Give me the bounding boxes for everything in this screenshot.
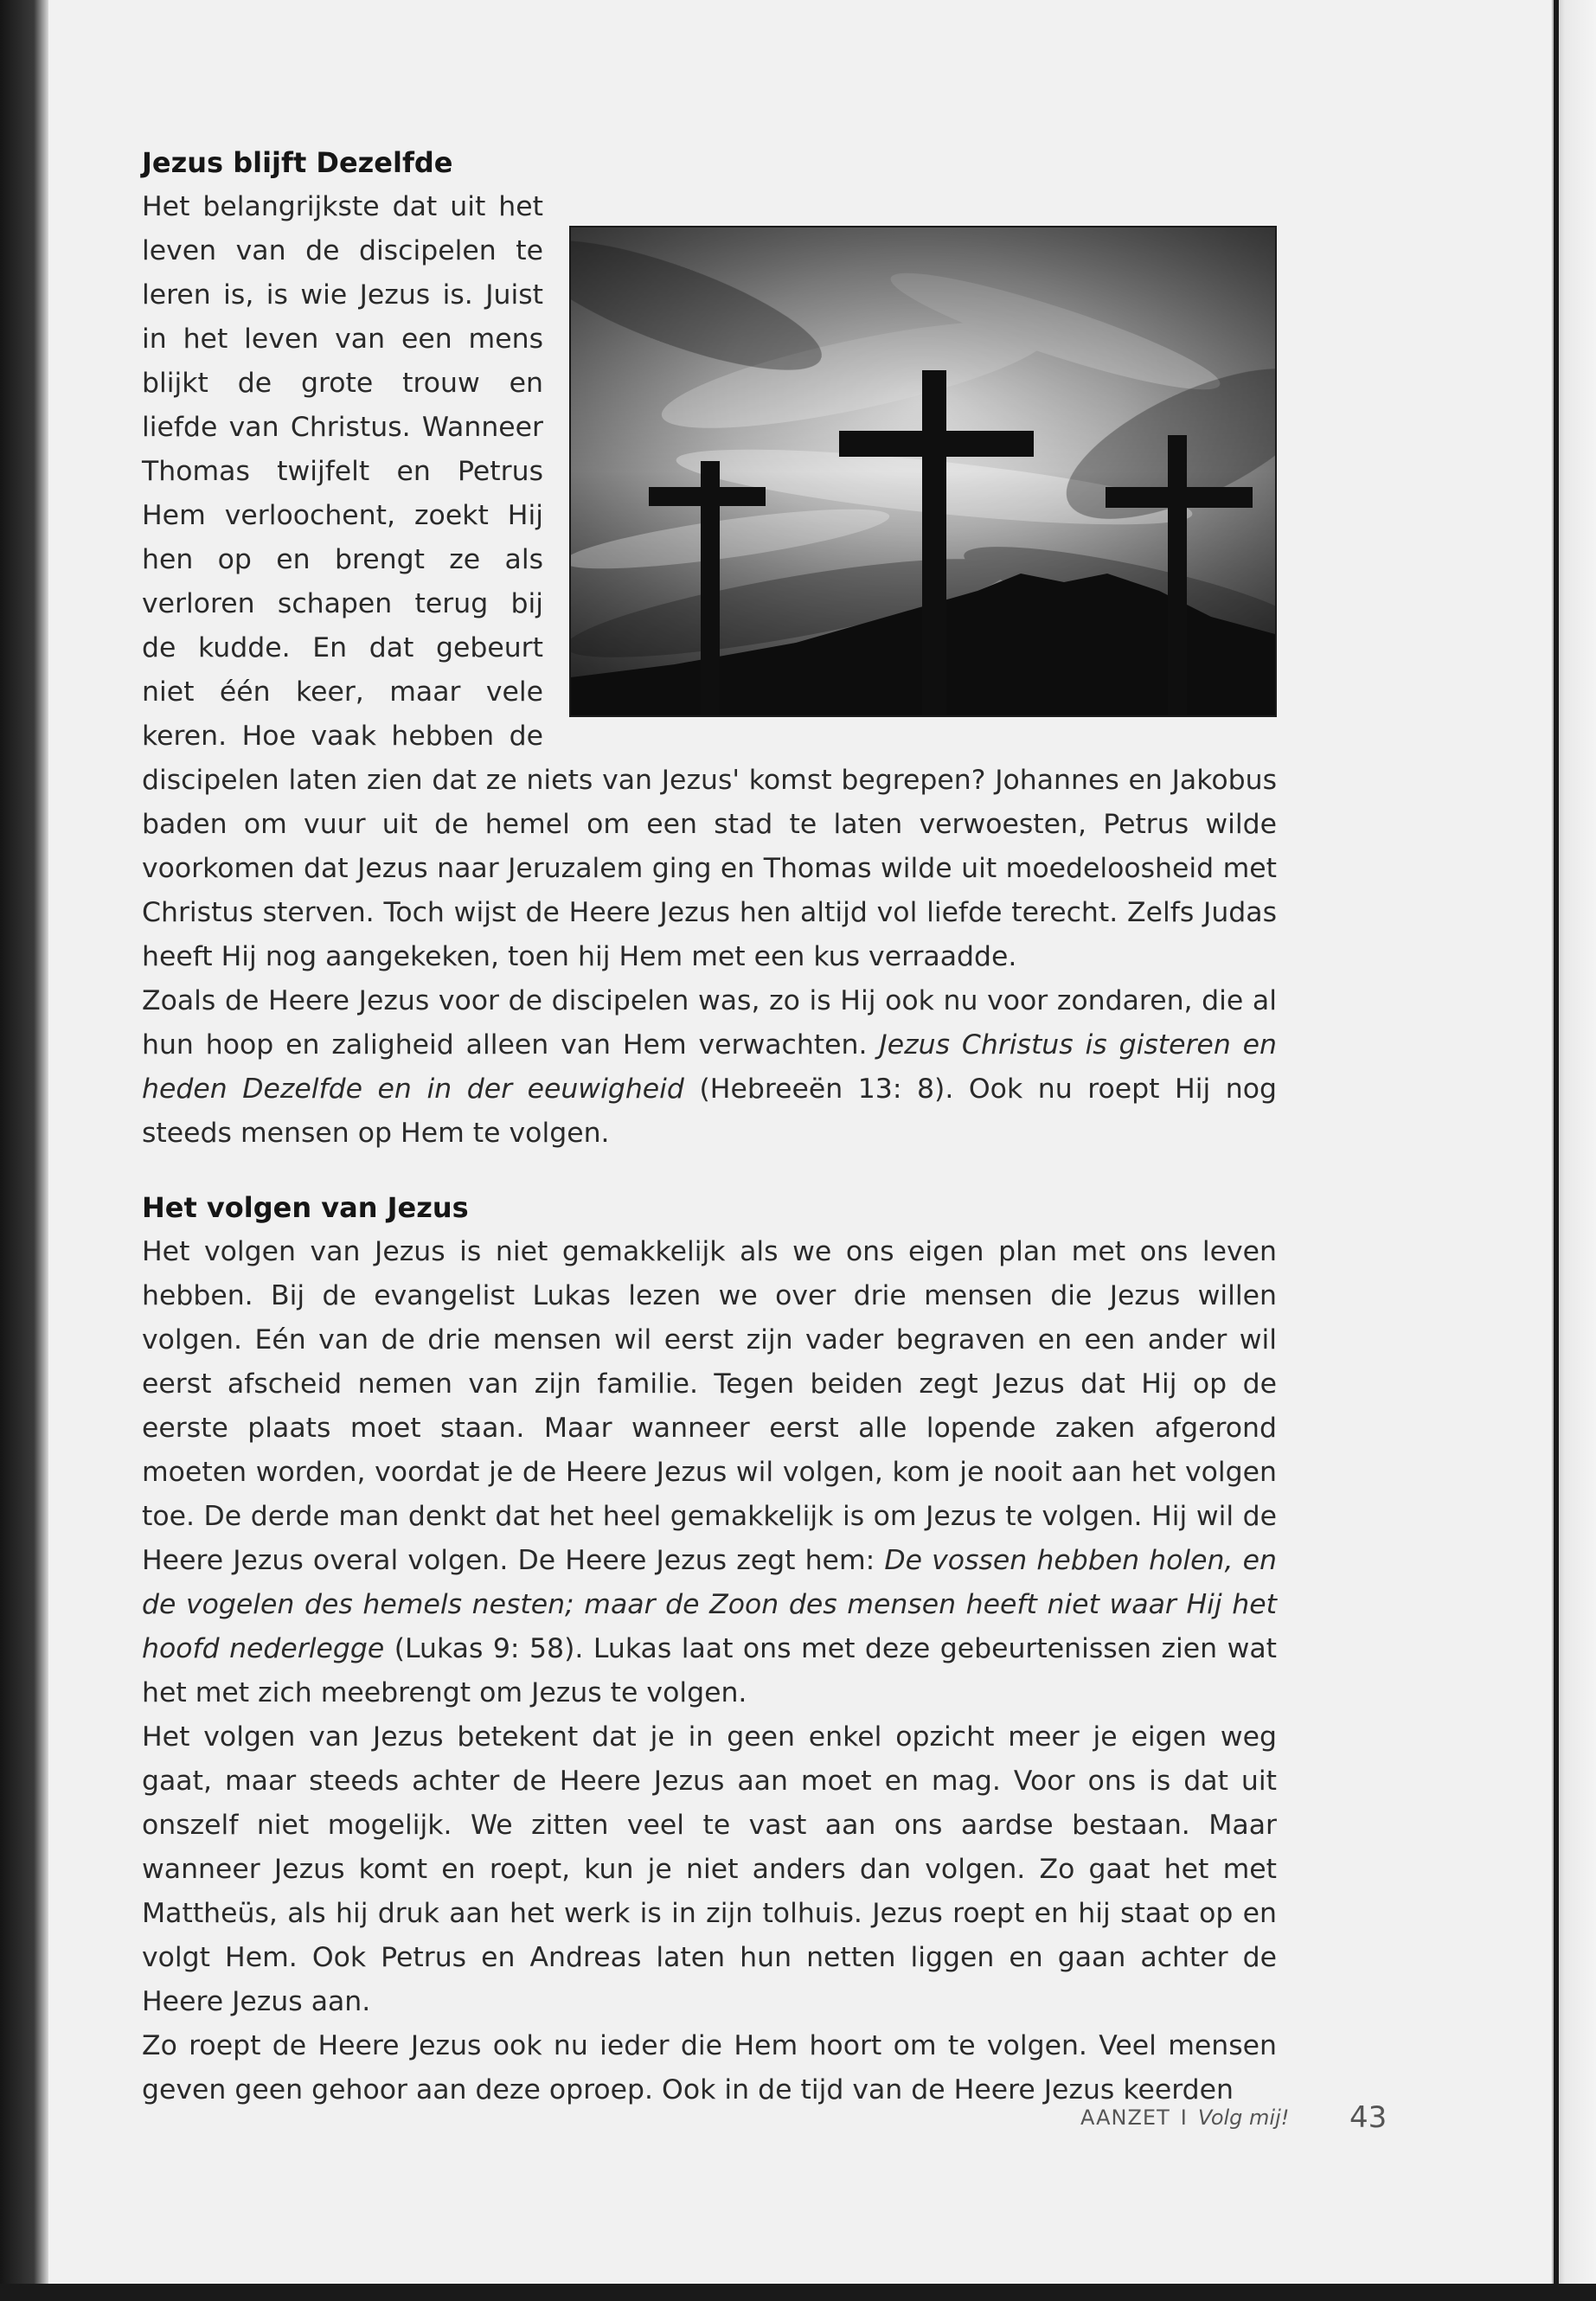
section-heading-het-volgen-van-jezus: Het volgen van Jezus (142, 1191, 469, 1224)
running-footer (1080, 2106, 1289, 2130)
book-gutter (0, 0, 48, 2301)
paragraph-zoals-de-heere-jezus (142, 979, 1277, 1156)
paragraph-zo-roept: Zo roept de Heere Jezus ook nu ieder die Hem hoort om te volgen. Veel mensen geven geen gehoor aan deze oproep. Ook in de tijd van de Heere Jezus keerden (142, 2030, 1277, 2106)
page-bottom-edge (0, 2284, 1596, 2301)
paragraph-volgen-betekent: Het volgen van Jezus betekent dat je in geen enkel opzicht meer je eigen weg gaat, maar steeds achter de Heere Jezus aan moet en mag. Voor ons is dat uit onszelf niet mogelijk. We zitten veel te vast aan ons aardse bestaan. Maar wanneer Jezus komt en roept, kun je niet anders dan volgen. Zo gaat het met Mattheüs, als hij druk aan het werk is in zijn tolhuis. Jezus roept en hij staat op en volgt Hem. Ook Petrus en Andreas laten hun netten liggen en gaan achter de Heere Jezus aan. (142, 1721, 1277, 2017)
scripture-quote: Jezus Christus is gisteren en heden Dezelfde en in der eeuwigheid (142, 1029, 1278, 1105)
three-crosses-image (571, 228, 1275, 715)
three-crosses-photo (569, 226, 1277, 717)
page-edge (1552, 0, 1596, 2301)
paragraph-text: Het volgen van Jezus is niet gemakkelijk als we ons eigen plan met ons leven hebben. Bij de evangelist Lukas lezen we over drie mensen die Jezus willen volgen. Eén van de drie mensen wil eerst zijn vader begraven en een ander wil eerst afscheid nemen van zijn familie. Tegen beiden zegt Jezus dat Hij op de eerste plaats moet staan. Maar wanneer eerst alle lopende zaken afgerond moeten worden, voordat je de Heere Jezus wil volgen, kom je nooit aan het volgen toe. De derde man denkt dat het heel gemakkelijk is om Jezus te volgen. Hij wil de Heere Jezus overal volgen. De Heere Jezus zegt hem: (142, 1236, 1277, 1576)
paragraph-jezus-blijft-dezelfde: Het belangrijkste dat uit het leven van de discipelen te leren is, is wie Jezus is. Juist in het leven van een mens blijkt de grote trouw en liefde van Christus. Wanneer Thomas twijfelt en Petrus Hem verloochent, zoekt Hij hen op en brengt ze als verloren schapen terug bij de kudde. En dat gebeurt niet één keer, maar vele keren. Hoe vaak hebben de discipelen laten zien dat ze niets van Jezus' komst begrepen? Johannes en Jakobus baden om vuur uit de hemel om een stad te laten verwoesten, Petrus wilde voorkomen dat Jezus naar Jeruzalem ging en Thomas wilde uit moedeloosheid met Christus sterven. Toch wijst de Heere Jezus hen altijd vol liefde terecht. Zelfs Judas heeft Hij nog aangekeken, toen hij Hem met een kus verraadde. (142, 191, 1277, 972)
paragraph-text: (Hebreeën 13: 8). Ook nu roept Hij nog steeds mensen op Hem te volgen. (142, 1074, 1278, 1149)
series-name: AANZET (1080, 2106, 1170, 2130)
section-heading-jezus-blijft-dezelfde: Jezus blijft Dezelfde (142, 146, 453, 179)
paragraph-text: Zoals de Heere Jezus voor de discipelen was, zo is Hij ook nu voor zondaren, die al hun hoop en zaligheid alleen van Hem verwachten. (142, 985, 1277, 1061)
footer-separator: I (1180, 2106, 1188, 2130)
paragraph-text: (Lukas 9: 58). Lukas laat ons met deze gebeurtenissen zien wat het met zich meebrengt om Jezus te volgen. (142, 1633, 1277, 1708)
page-number: 43 (1349, 2100, 1388, 2135)
paragraph-het-volgen-van-jezus (142, 1230, 1277, 1715)
book-title: Volg mij! (1197, 2106, 1290, 2130)
scripture-quote: De vossen hebben holen, en de vogelen des hemels nesten; maar de Zoon des mensen heeft niet waar Hij het hoofd nederlegge (142, 1545, 1278, 1664)
article-body (142, 140, 1277, 2112)
